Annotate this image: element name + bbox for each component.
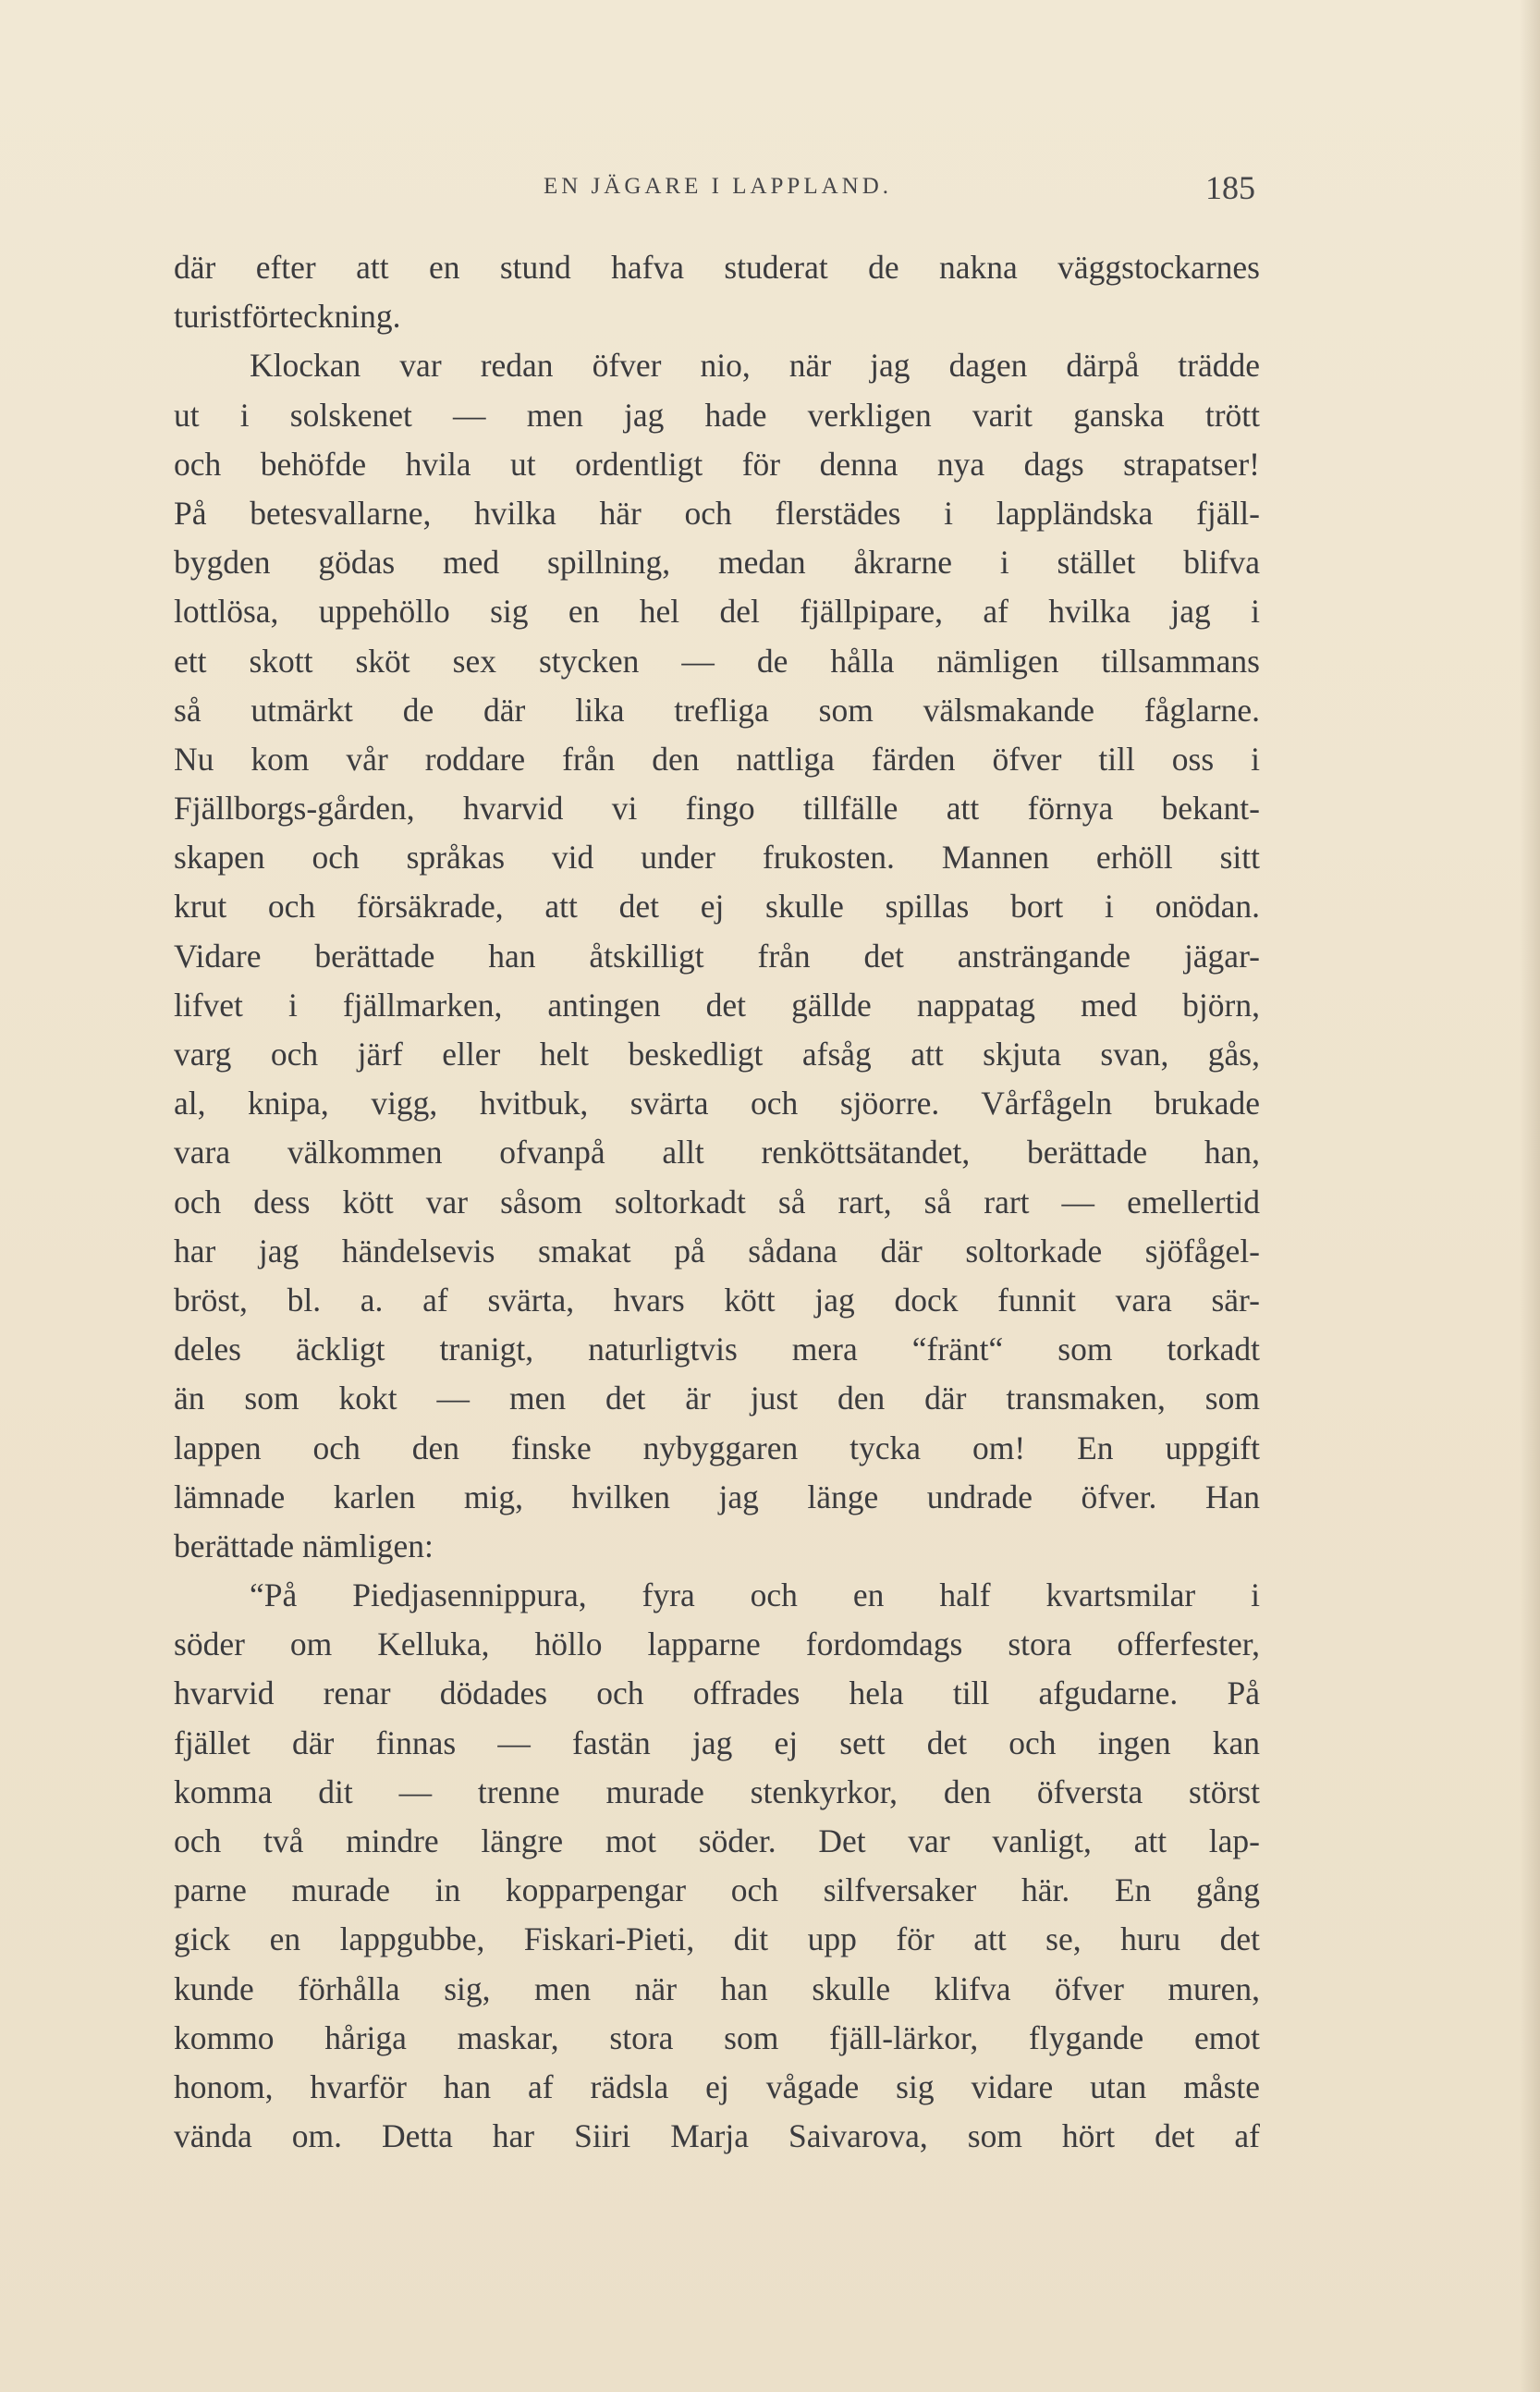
running-header — [180, 169, 1255, 218]
text-line: så utmärkt de där lika trefliga som välsmakande fåglarne. — [174, 691, 1260, 729]
text-line: varg och järf eller helt beskedligt afsåg att skjuta svan, gås, — [174, 1036, 1260, 1073]
text-line: Vidare berättade han åtskilligt från det ansträngande jägar- — [174, 937, 1260, 975]
text-line: berättade nämligen: — [174, 1527, 434, 1564]
text-line: lämnade karlen mig, hvilken jag länge undrade öfver. Han — [174, 1478, 1260, 1515]
text-line: och dess kött var såsom soltorkadt så rart, så rart — emellertid — [174, 1183, 1260, 1221]
text-line: Nu kom vår roddare från den nattliga färden öfver till oss i — [174, 740, 1260, 778]
text-line: parne murade in kopparpengar och silfversaker här. En gång — [174, 1871, 1260, 1909]
text-line: fjället där finnas — fastän jag ej sett det och ingen kan — [174, 1723, 1260, 1761]
body-text — [174, 243, 1260, 2161]
text-line: bröst, bl. a. af svärta, hvars kött jag dock funnit vara sär- — [174, 1281, 1260, 1319]
text-line: Fjällborgs-gården, hvarvid vi fingo tillfälle att förnya bekant- — [174, 790, 1260, 828]
text-line: lappen och den finske nybyggaren tycka om! En uppgift — [174, 1429, 1260, 1466]
page-number: 185 — [1205, 169, 1255, 206]
text-line: och två mindre längre mot söder. Det var vanligt, att lap- — [174, 1822, 1260, 1859]
text-line: än som kokt — men det är just den där transmaken, som — [174, 1380, 1260, 1417]
text-line: kommo håriga maskar, stora som fjäll-lärkor, flygande emot — [174, 2018, 1260, 2056]
text-line: har jag händelsevis smakat på sådana där soltorkade sjöfågel- — [174, 1232, 1260, 1270]
text-line: På betesvallarne, hvilka här och flerstädes i lappländska fjäll- — [174, 494, 1260, 532]
text-line: turistförteckning. — [174, 298, 401, 336]
text-line: vara välkommen ofvanpå allt renköttsätandet, berättade han, — [174, 1134, 1260, 1171]
text-line: al, knipa, vigg, hvitbuk, svärta och sjöorre. Vårfågeln brukade — [174, 1085, 1260, 1122]
text-line: bygden gödas med spillning, medan åkrarne i stället blifva — [174, 544, 1260, 582]
text-line: kunde förhålla sig, men när han skulle klifva öfver muren, — [174, 1969, 1260, 2007]
text-line: Klockan var redan öfver nio, när jag dagen därpå trädde — [250, 347, 1260, 385]
text-line: söder om Kelluka, höllo lapparne fordomdags stora offerfester, — [174, 1625, 1260, 1663]
text-line: lifvet i fjällmarken, antingen det gällde nappatag med björn, — [174, 986, 1260, 1024]
page-edge-shadow — [1520, 0, 1540, 2392]
text-line: lottlösa, uppehöllo sig en hel del fjällpipare, af hvilka jag i — [174, 593, 1260, 631]
text-line: där efter att en stund hafva studerat de nakna väggstockarnes — [174, 249, 1260, 286]
text-line: vända om. Detta har Siiri Marja Saivarova, som hört det af — [174, 2117, 1260, 2155]
text-line: honom, hvarför han af rädsla ej vågade sig vidare utan måste — [174, 2067, 1260, 2105]
text-line: ett skott sköt sex stycken — de hålla nämligen tillsammans — [174, 642, 1260, 680]
text-line: “På Piedjasennippura, fyra och en half kvartsmilar i — [250, 1576, 1260, 1614]
text-line: deles äckligt tranigt, naturligtvis mera “fränt“ som torkadt — [174, 1331, 1260, 1368]
text-line: krut och försäkrade, att det ej skulle spillas bort i onödan. — [174, 888, 1260, 926]
text-line: hvarvid renar dödades och offrades hela till afgudarne. På — [174, 1674, 1260, 1712]
text-line: gick en lappgubbe, Fiskari-Pieti, dit upp för att se, huru det — [174, 1920, 1260, 1958]
running-title: EN JÄGARE I LAPPLAND. — [543, 174, 893, 199]
text-line: komma dit — trenne murade stenkyrkor, den öfversta störst — [174, 1773, 1260, 1810]
text-line: skapen och språkas vid under frukosten. Mannen erhöll sitt — [174, 839, 1260, 877]
text-line: ut i solskenet — men jag hade verkligen varit ganska trött — [174, 396, 1260, 434]
text-line: och behöfde hvila ut ordentligt för denna nya dags strapatser! — [174, 445, 1260, 483]
